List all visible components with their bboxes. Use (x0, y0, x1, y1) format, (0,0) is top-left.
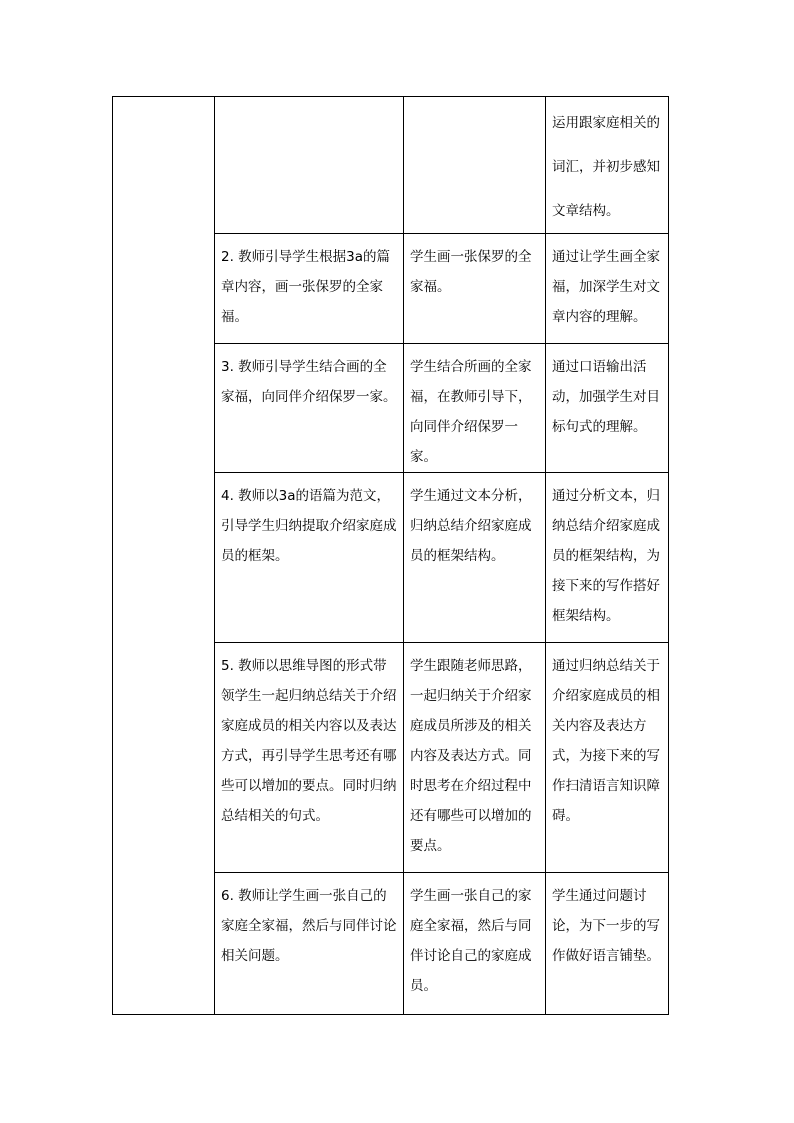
student-activity-cell: 学生画一张保罗的全家福。 (404, 234, 546, 344)
teacher-activity-cell: 2. 教师引导学生根据3a的篇章内容，画一张保罗的全家福。 (215, 234, 404, 344)
student-activity-cell: 学生通过文本分析，归纳总结介绍家庭成员的框架结构。 (404, 473, 546, 643)
teacher-activity-cell (215, 97, 404, 234)
design-purpose-cell: 通过分析文本，归纳总结介绍家庭成员的框架结构，为接下来的写作搭好框架结构。 (546, 473, 669, 643)
teacher-activity-cell: 6. 教师让学生画一张自己的家庭全家福，然后与同伴讨论相关问题。 (215, 873, 404, 1015)
student-activity-cell: 学生画一张自己的家庭全家福，然后与同伴讨论自己的家庭成员。 (404, 873, 546, 1015)
design-purpose-cell: 通过归纳总结关于介绍家庭成员的相关内容及表达方式，为接下来的写作扫清语言知识障碍。 (546, 643, 669, 873)
stage-cell (113, 97, 215, 1015)
lesson-plan-table (112, 96, 669, 1015)
design-purpose-cell: 运用跟家庭相关的词汇，并初步感知文章结构。 (546, 97, 669, 234)
design-purpose-cell: 通过让学生画全家福，加深学生对文章内容的理解。 (546, 234, 669, 344)
teacher-activity-cell: 4. 教师以3a的语篇为范文，引导学生归纳提取介绍家庭成员的框架。 (215, 473, 404, 643)
student-activity-cell (404, 97, 546, 234)
teacher-activity-cell: 3. 教师引导学生结合画的全家福，向同伴介绍保罗一家。 (215, 344, 404, 473)
student-activity-cell: 学生跟随老师思路，一起归纳关于介绍家庭成员所涉及的相关内容及表达方式。同时思考在介绍过程中还有哪些可以增加的要点。 (404, 643, 546, 873)
design-purpose-cell: 学生通过问题讨论，为下一步的写作做好语言铺垫。 (546, 873, 669, 1015)
design-purpose-cell: 通过口语输出活动，加强学生对目标句式的理解。 (546, 344, 669, 473)
student-activity-cell: 学生结合所画的全家福，在教师引导下，向同伴介绍保罗一家。 (404, 344, 546, 473)
teacher-activity-cell: 5. 教师以思维导图的形式带领学生一起归纳总结关于介绍家庭成员的相关内容以及表达方式，再引导学生思考还有哪些可以增加的要点。同时归纳总结相关的句式。 (215, 643, 404, 873)
table-row (113, 97, 669, 234)
